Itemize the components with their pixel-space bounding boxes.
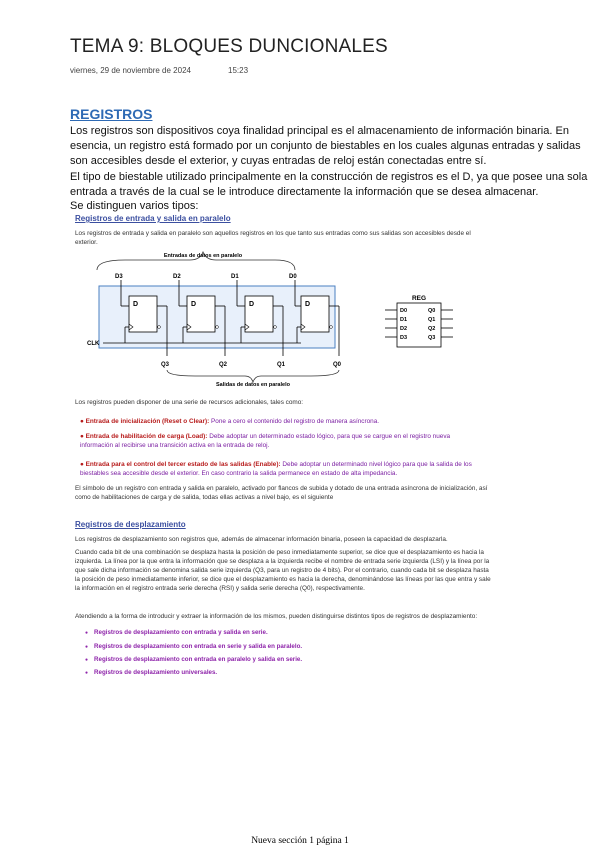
shift-paragraph-3: Atendiendo a la forma de introducir y extraer la información de los mismos, pueden distinguirse distintos tipos de registros de desplazamiento: xyxy=(75,613,478,620)
bullet-lead: Entrada para el control del tercer estado de las salidas (Enable): xyxy=(85,461,281,468)
output-label: Q0 xyxy=(333,362,342,368)
subheading-parallel: Registros de entrada y salida en paralelo xyxy=(75,214,231,223)
page-time: 15:23 xyxy=(228,66,249,75)
bullet-text: Debe adoptar un determinado nivel lógico para que la salida de los biestables sea accesible desde el exterior. En caso contrario la salida permanece en estado de alta impedancia. xyxy=(80,461,472,477)
intro-paragraph-2: El tipo de biestable utilizado principalmente en la construcción de registros es el D, ya que posee una sola entrada a través de la cual se le introduce directamente la información que se desea almacenar. xyxy=(70,171,588,198)
reg-output: Q1 xyxy=(428,317,436,323)
shift-type-item: ● Registros de desplazamiento universales. xyxy=(85,669,217,676)
reg-input: D0 xyxy=(400,308,408,314)
output-label: Q1 xyxy=(277,362,286,368)
parallel-register-diagram xyxy=(85,248,495,388)
input-label: D1 xyxy=(231,274,239,280)
bottom-label: Salidas de datos en paralelo xyxy=(216,382,290,388)
bullet-lead: Entrada de habilitación de carga (Load): xyxy=(85,433,208,440)
symbol-description: El símbolo de un registro con entrada y salida en paralelo, activado por flancos de subida y dotado de una entrada asíncrona de inicialización, así como de habilitaciones de carga y de salida, todas ellas activas a nivel bajo, es el siguiente xyxy=(75,485,488,501)
output-label: Q3 xyxy=(161,362,170,368)
output-brace xyxy=(167,370,339,382)
output-label: Q2 xyxy=(219,362,228,368)
reg-input: D1 xyxy=(400,317,408,323)
ff-label: D xyxy=(249,301,255,308)
bullet-text: Pone a cero el contenido del registro de manera asíncrona. xyxy=(209,418,380,425)
reg-title: REG xyxy=(411,295,427,302)
page-title: TEMA 9: BLOQUES DUNCIONALES xyxy=(70,36,388,57)
bullet-reset: ● Entrada de inicialización (Reset o Clear): Pone a cero el contenido del registro de manera asíncrona. xyxy=(80,418,380,425)
reg-input: D3 xyxy=(400,335,408,341)
reg-output: Q3 xyxy=(428,335,436,341)
section-heading: REGISTROS xyxy=(70,106,153,122)
intro-paragraph-3: Se distinguen varios tipos: xyxy=(70,200,199,212)
ff-label: D xyxy=(133,301,139,308)
bullet-lead: Entrada de inicialización (Reset o Clear): xyxy=(85,418,210,425)
reg-input: D2 xyxy=(400,326,408,332)
page-date: viernes, 29 de noviembre de 2024 xyxy=(70,66,191,75)
shift-paragraph-2: Cuando cada bit de una combinación se desplaza hasta la posición de peso inmediatamente superior, se dice que el desplazamiento es hacia la izquierda. La línea por la que entra la información que se desplaza a la izquierda recibe el nombre de entrada serie izquierda (LSI) y la línea por la que sale dicha información se denomina salida serie izquierda (Q3, para un registro de 4 bits). Por el contrario, cuando cada bit se desplaza hasta la posición de peso inmediatamente inferior, se dice que el desplazamiento es hacia la derecha, denominándose las líneas por las que entra y sale la información en el registro entrada serie derecha (RSI) y salida serie derecha (Q0), respectivamente. xyxy=(75,549,491,592)
subheading-shift: Registros de desplazamiento xyxy=(75,520,186,529)
bullet-load: ● Entrada de habilitación de carga (Load): Debe adoptar un determinado estado lógico, para que se cargue en el registro nueva información al recibirse una transición activa en la entrada de reloj. xyxy=(80,433,451,449)
reg-output: Q0 xyxy=(428,308,436,314)
bullet-enable: ● Entrada para el control del tercer estado de las salidas (Enable): Debe adoptar un determinado nivel lógico para que la salida de los biestables sea accesible desde el exterior. En caso contrario la salida permanece en estado de alta impedancia. xyxy=(80,461,472,477)
ff-label: D xyxy=(305,301,311,308)
shift-paragraph-1: Los registros de desplazamiento son registros que, además de almacenar información binaria, poseen la capacidad de desplazarla. xyxy=(75,536,448,543)
input-label: D0 xyxy=(289,274,297,280)
shift-type-item: ● Registros de desplazamiento con entrada en serie y salida en paralelo. xyxy=(85,643,302,650)
input-label: D3 xyxy=(115,274,123,280)
ff-label: D xyxy=(191,301,197,308)
parallel-description: Los registros de entrada y salida en paralelo son aquellos registros en los que tanto sus entradas como sus salidas son accesibles desde el exterior. xyxy=(75,230,471,246)
shift-type-item: ● Registros de desplazamiento con entrada y salida en serie. xyxy=(85,629,268,636)
reg-symbol xyxy=(385,295,453,347)
bullet-text: Debe adoptar un determinado estado lógico, para que se cargue en el registro nueva información al recibirse una transición activa en la entrada de reloj. xyxy=(80,433,451,449)
reg-output: Q2 xyxy=(428,326,436,332)
resources-intro: Los registros pueden disponer de una serie de recursos adicionales, tales como: xyxy=(75,399,304,406)
shift-type-item: ● Registros de desplazamiento con entrada en paralelo y salida en serie. xyxy=(85,656,302,663)
input-label: D2 xyxy=(173,274,181,280)
page-footer: Nueva sección 1 página 1 xyxy=(251,836,349,846)
top-label: Entradas de datos en paralelo xyxy=(163,253,243,259)
intro-paragraph-1: Los registros son dispositivos coya finalidad principal es el almacenamiento de información binaria. En esencia, un registro está formado por un conjunto de biestables en los cuales algunas entradas y salidas son accesibles desde el exterior, y cuyas entradas de reloj están conectadas entre sí. xyxy=(70,125,581,167)
clk-label: CLK xyxy=(87,341,100,347)
